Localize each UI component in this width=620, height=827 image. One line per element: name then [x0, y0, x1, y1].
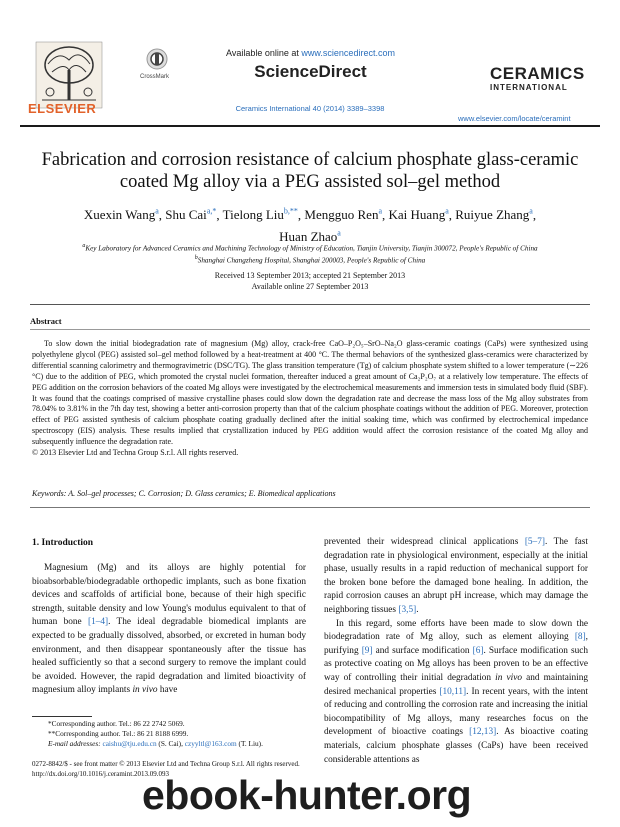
available-prefix: Available online at	[226, 48, 302, 58]
footnote-rule	[32, 716, 92, 717]
author: Tielong Liu$^{b,**}$	[222, 207, 298, 223]
left-column-text: Magnesium (Mg) and its alloys are highly potential for bioabsorbable/biodegradable orthopedic implants, such as bone fixation devices and scaffolds of artificial bone, because of their high specific strength, suitable density and low Young's modulus equivalent to that of human bone [1–4]. The ideal degradable biomedical implants are expected to be gradually dissolved, absorbed, or excreted in human body environment, and then disappear spontaneously after the tissue has healed sufficiently so that a second surgery to remove the implant could be avoided. However, the rapid degradation and limited bioactivity of magnesium alloy implants in vivo have	[32, 563, 306, 696]
author: Kai Huang$^a$	[388, 207, 449, 223]
author: Mengguo Ren$^a$	[304, 207, 383, 223]
journal-logo-ceramics: CERAMICS	[490, 64, 585, 83]
title-line-2: coated Mg alloy via a PEG assisted sol–gel method	[119, 172, 501, 192]
author: Xuexin Wang$^a$	[83, 207, 159, 223]
citation-link[interactable]: [10,11]	[439, 686, 467, 697]
sciencedirect-title: ScienceDirect	[254, 62, 367, 81]
author: Ruiyue Zhang$^a$	[455, 207, 533, 223]
elsevier-tree-logo	[34, 40, 104, 110]
abstract-copyright: © 2013 Elsevier Ltd and Techna Group S.r.l. All rights reserved.	[32, 448, 239, 458]
citation-link[interactable]: [6]	[472, 645, 484, 656]
abstract-body: To slow down the initial biodegradation rate of magnesium (Mg) alloy, crack-free CaO–P₂O₅–SrO–Na₂O glass-ceramic coatings (CaPs) were synthesized using polyethylene glycol (PEG) assisted sol–gel method followed by a heat-treatment at 400 °C. The thermal behaviors of the synthesized glass-ceramics were characterized by differential scanning calorimetry and thermogravimetric (DSC/TG). The glass transition temperature (Tg) of calcium phosphate system shifted to a lower temperature (∼226 °C) due to the addition of PEG, which promoted the crystal nuclei formation, thereafter induced a great amount of Ca₂P₂O₇ at a relatively low temperature. The effects of PEG addition on the corrosion behaviors of the coated Mg alloys were investigated by the electrochemical measurements and immersion tests in simulated body fluid (SBF). It was found that the coatings comprised of massive crystalline phases could slow down the degradation rate and decrease the mass loss of the Mg alloy substrates from 78.04% to 3.81% in the 7th day test, showing a better anti-corrosion property than that of the calcium phosphate coatings without the addition of PEG. Moreover, protection effect of PEG assisted synthesis of calcium phosphate coating gradually declined after the initial soaking time, which was confirmed by electrochemical impedance spectroscopy (EIS) analysis. These results implied that crystallization induced by PEG addition would affect the corrosion resistance of the coated Mg alloy and subsequently influence the degradation rate.	[32, 339, 588, 447]
right-column-text: prevented their widespread clinical applications [5–7]. The fast degradation rate in physiological environment, especially at the initial phase, usually results in a rapid reduction of mechanical support for the broken bone before the damaged bone healing. In addition, the rapid corrosion causes an abrupt pH increase, which may damage the neighboring tissues [3,5]. In this regard, some efforts have been made to slow down the biodegradation rate of Mg alloy, such as element alloying [8], purifying [9] and surface modification [6]. Surface modification such as protective coating on Mg alloys has been proven to be an effective way of controlling their initial degradation in vivo and maintaining desired mechanical properties [10,11]. In recent years, with the intent of reducing and controlling the corrosion rate and increasing the initial biocompatibility of Mg alloys, many researches focus on the development of bioactive coatings [12,13]. As bioactive coating materials, calcium phosphate glasses (CaPs) have been received considerable attentions as	[324, 537, 588, 765]
author: Shu Cai$^{a,*}$	[165, 207, 217, 223]
keywords-rule	[30, 507, 590, 508]
citation-link[interactable]: [8]	[574, 632, 586, 643]
article-dates	[100, 270, 520, 292]
citation-link[interactable]: [5–7]	[524, 537, 545, 547]
abstract-text	[32, 339, 588, 459]
email-link[interactable]: czyyltl@163.com	[184, 739, 237, 748]
doi-line[interactable]: http://dx.doi.org/10.1016/j.ceramint.2013.09.093	[32, 769, 169, 778]
journal-reference-link[interactable]: Ceramics International 40 (2014) 3389–3398	[235, 104, 385, 113]
keywords	[32, 489, 588, 498]
online-date: Available online 27 September 2013	[251, 282, 369, 291]
abstract-rule	[30, 329, 590, 330]
received-date: Received 13 September 2013; accepted 21 September 2013	[214, 271, 406, 280]
email-link[interactable]: caishu@tju.edu.cn	[102, 739, 157, 748]
citation-link[interactable]: [9]	[361, 645, 373, 656]
available-online	[213, 48, 408, 58]
section-heading-introduction: 1. Introduction	[32, 538, 94, 548]
author-list: Xuexin Wang$^a$, Shu Cai$^{a,*}$, Tielong Liu$^{b,**}$, Mengguo Ren$^a$, Kai Huang$^a$, Ruiyue Zhang$^a$, Huan Zhao$^a$	[83, 207, 537, 244]
issn-line: 0272-8842/$ - see front matter © 2013 Elsevier Ltd and Techna Group S.r.l. All rights reserved.	[32, 760, 300, 768]
footnote-emails: E-mail addresses: caishu@tju.edu.cn (S. Cai), czyyltl@163.com (T. Liu).	[48, 739, 263, 748]
journal-homepage-link[interactable]: www.elsevier.com/locate/ceramint	[458, 114, 571, 123]
article-title	[30, 149, 590, 193]
watermark-text: ebook-hunter.org	[142, 772, 472, 818]
keywords-label: Keywords:	[32, 489, 67, 498]
affiliations	[20, 241, 600, 266]
crossmark-icon[interactable]	[146, 48, 168, 70]
abstract-heading: Abstract	[30, 316, 62, 326]
citation-link[interactable]: [3,5]	[398, 604, 417, 615]
keywords-list: A. Sol–gel processes; C. Corrosion; D. Glass ceramics; E. Biomedical applications	[66, 489, 336, 498]
journal-logo-international: INTERNATIONAL	[490, 83, 568, 92]
header-rule	[20, 125, 600, 127]
affiliation-b: $^b$Shanghai Changzheng Hospital, Shanghai 200003, People's Republic of China	[194, 255, 426, 265]
citation-link[interactable]: [12,13]	[469, 727, 497, 738]
publisher-wordmark: ELSEVIER	[28, 101, 97, 116]
crossmark-label: CrossMark	[140, 74, 170, 80]
footnote-1: *Corresponding author. Tel.: 86 22 2742 5069.	[48, 719, 185, 728]
abstract-rule-top	[30, 304, 590, 305]
author: Huan Zhao$^a$	[279, 228, 341, 244]
affiliation-a: $^a$Key Laboratory for Advanced Ceramics and Machining Technology of Ministry of Education, Tianjin University, Tianjin 300072, People's Republic of China	[82, 243, 538, 253]
title-line-1: Fabrication and corrosion resistance of calcium phosphate glass-ceramic	[41, 150, 579, 170]
footnote-2: **Corresponding author. Tel.: 86 21 8188 6999.	[48, 729, 189, 738]
citation-link[interactable]: [1–4]	[87, 617, 109, 628]
sciencedirect-link[interactable]: www.sciencedirect.com	[301, 48, 395, 58]
footnotes	[48, 719, 308, 749]
